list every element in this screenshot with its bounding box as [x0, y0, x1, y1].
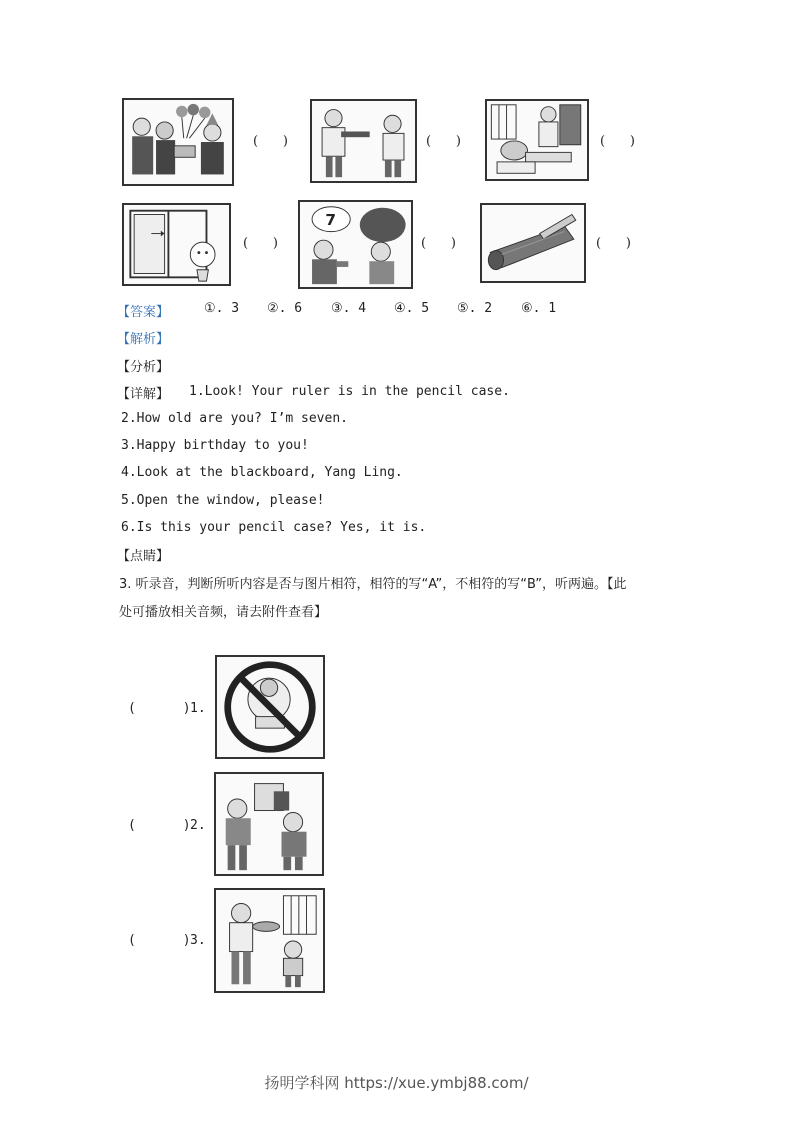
boy-giving-ruler-illustration	[312, 101, 415, 181]
picture-no-eating-sign	[215, 655, 325, 759]
question-3-instruction-line-2: 处可播放相关音频，请去附件查看】	[119, 605, 328, 620]
answer-1: ①. 3	[204, 301, 240, 316]
dianjing-label: 【点睛】	[117, 549, 170, 564]
answer-5: ⑤. 2	[457, 301, 493, 316]
picture-pencil-case	[480, 203, 586, 283]
no-eating-sign-illustration	[217, 657, 323, 757]
q3-num-3: 3.	[190, 933, 206, 948]
q3-num-1: 1.	[190, 701, 206, 716]
top-paren-1[interactable]: ( )	[253, 134, 288, 149]
picture-number-seven-age	[298, 200, 413, 289]
window-illustration	[124, 205, 229, 284]
answer-4: ④. 5	[394, 301, 430, 316]
question-3-instruction-line-1: 3. 听录音，判断所听内容是否与图片相符，相符的写“A”，不相符的写“B”，听两遍。【此	[119, 577, 627, 592]
q3-paren-2[interactable]: ( )	[128, 818, 191, 833]
answer-6: ⑥. 1	[521, 301, 557, 316]
picture-boy-with-plate	[214, 888, 325, 993]
svg-text:7: 7	[325, 210, 337, 229]
fenxi-label: 【分析】	[117, 360, 170, 375]
answer-label: 【答案】	[117, 305, 170, 320]
birthday-party-illustration	[124, 100, 232, 184]
footer-watermark: 扬明学科网 https://xue.ymbj88.com/	[264, 1074, 529, 1092]
answer-2: ②. 6	[267, 301, 303, 316]
detail-line-1: 1.Look! Your ruler is in the pencil case.	[189, 384, 510, 399]
q3-paren-3[interactable]: ( )	[128, 933, 191, 948]
detail-label: 【详解】	[117, 387, 170, 402]
top-paren-6[interactable]: ( )	[596, 236, 631, 251]
top-paren-2[interactable]: ( )	[426, 134, 461, 149]
picture-teacher-at-blackboard	[485, 99, 589, 181]
number-seven-age-illustration	[300, 202, 411, 287]
pencil-case-illustration	[482, 205, 584, 281]
answer-3: ③. 4	[331, 301, 367, 316]
detail-line-4: 4.Look at the blackboard, Yang Ling.	[121, 465, 403, 480]
detail-line-3: 3.Happy birthday to you!	[121, 438, 309, 453]
teacher-at-blackboard-illustration	[487, 101, 587, 179]
picture-boy-giving-ruler	[310, 99, 417, 183]
q3-paren-1[interactable]: ( )	[128, 701, 191, 716]
two-children-clock-illustration	[216, 774, 322, 874]
detail-line-6: 6.Is this your pencil case? Yes, it is.	[121, 520, 427, 535]
top-paren-4[interactable]: ( )	[243, 236, 278, 251]
picture-birthday-party	[122, 98, 234, 186]
detail-line-5: 5.Open the window, please!	[121, 493, 325, 508]
analysis-label: 【解析】	[117, 332, 170, 347]
q3-num-2: 2.	[190, 818, 206, 833]
detail-line-2: 2.How old are you? I’m seven.	[121, 411, 348, 426]
picture-window	[122, 203, 231, 286]
boy-with-plate-illustration	[216, 890, 323, 991]
picture-two-children-clock	[214, 772, 324, 876]
top-paren-3[interactable]: ( )	[600, 134, 635, 149]
top-paren-5[interactable]: ( )	[421, 236, 456, 251]
